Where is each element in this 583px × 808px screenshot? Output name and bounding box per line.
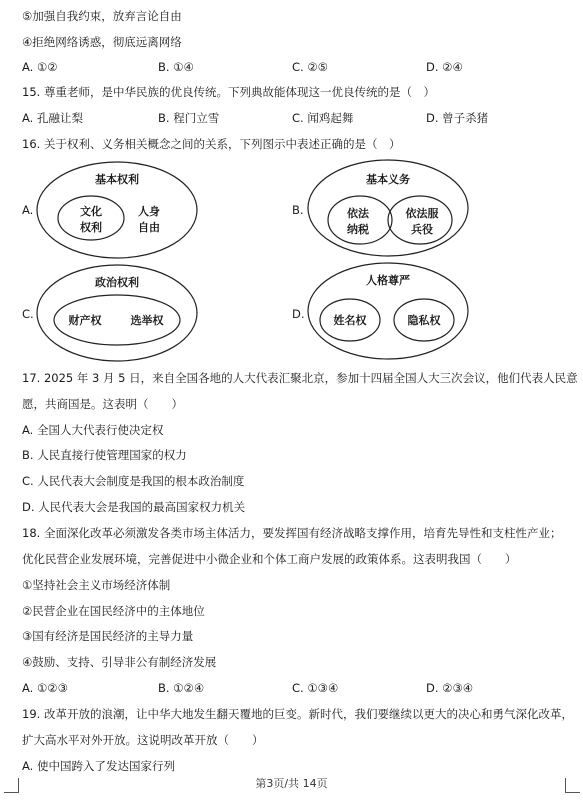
diagram-b-inner-left-ellipse [328, 196, 392, 244]
q18-item-2: ②民营企业在国民经济中的主体地位 [22, 604, 205, 618]
q16-option-c-letter: C. [22, 307, 34, 321]
page-number-footer: 第3页/共 14页 [255, 777, 328, 790]
q15-option-d: D. 曾子杀猪 [426, 111, 489, 125]
diagram-a-outer-label: 基本权利 [95, 173, 139, 186]
q16-stem: 16. 关于权利、义务相关概念之间的关系，下列图示中表述正确的是（ ） [22, 137, 401, 151]
q16-diagrams [0, 158, 583, 368]
diagram-a-inner-right-line1: 人身 [138, 205, 160, 218]
q18-item-4: ④鼓励、支持、引导非公有制经济发展 [22, 655, 217, 669]
q18-option-b: B. ①②④ [158, 681, 205, 695]
diagram-b-outer-label: 基本义务 [366, 173, 410, 186]
q18-option-d: D. ②③④ [426, 681, 474, 695]
q17-stem-line2: 愿，共商国是。这表明（ ） [22, 397, 183, 411]
q14-option-b: B. ①④ [158, 60, 194, 74]
diagram-d-inner-left-label: 姓名权 [333, 314, 367, 327]
q18-stem-line2: 优化民营企业发展环境，完善促进中小微企业和个体工商户发展的政策体系。这表明我国（ ） [22, 552, 517, 566]
diagram-c-outer-label: 政治权利 [95, 276, 139, 289]
diagram-d-inner-right-label: 隐私权 [407, 314, 441, 327]
q17-option-d: D. 人民代表大会是我国的最高国家权力机关 [22, 500, 246, 514]
diagram-c-inner-left-label: 财产权 [68, 314, 102, 327]
q14-option-c: C. ②⑤ [292, 60, 328, 74]
choice-item-5: ⑤加强自我约束，放弃言论自由 [22, 9, 182, 23]
diagram-b-inner-left-line1: 依法 [347, 207, 369, 220]
q17-stem-line1: 17. 2025 年 3 月 5 日，来自全国各地的人大代表汇聚北京，参加十四届全国人大三次会议，他们代表人民意 [22, 371, 578, 385]
diagram-a-inner-left-line2: 权利 [80, 221, 102, 234]
q15-option-b: B. 程门立雪 [158, 111, 220, 125]
diagram-b-inner-right-ellipse [388, 196, 452, 244]
diagram-c-inner-right-label: 选举权 [130, 314, 164, 327]
choice-item-4: ④拒绝网络诱惑，彻底远离网络 [22, 35, 182, 49]
q19-option-a: A. 使中国跨入了发达国家行列 [22, 759, 175, 773]
diagram-d-outer-label: 人格尊严 [366, 274, 410, 287]
diagram-b-inner-right-line1: 依法服 [405, 207, 439, 220]
q15-option-a: A. 孔融让梨 [22, 111, 83, 125]
diagram-b-inner-left-line2: 纳税 [347, 223, 369, 236]
q17-option-b: B. 人民直接行使管理国家的权力 [22, 448, 187, 462]
q17-option-a: A. 全国人大代表行使决定权 [22, 423, 164, 437]
q15-stem: 15. 尊重老师，是中华民族的优良传统。下列典故能体现这一优良传统的是（ ） [22, 85, 435, 99]
q15-option-c: C. 闻鸡起舞 [292, 111, 354, 125]
q18-stem-line1: 18. 全面深化改革必须激发各类市场主体活力，要发挥国有经济战略支撑作用，培育先导性和支柱性产业； [22, 526, 562, 540]
q16-option-b-letter: B. [292, 203, 304, 217]
diagram-a-inner-left-line1: 文化 [80, 205, 102, 218]
q17-option-c: C. 人民代表大会制度是我国的根本政治制度 [22, 474, 245, 488]
q14-option-a: A. ①② [22, 60, 58, 74]
q18-item-3: ③国有经济是国民经济的主导力量 [22, 629, 194, 643]
q19-stem-line1: 19. 改革开放的浪潮，让中华大地发生翻天覆地的巨变。新时代，我们要继续以更大的决心和勇气深化改革， [22, 707, 573, 721]
q18-option-c: C. ①③④ [292, 681, 339, 695]
diagram-b-inner-right-line2: 兵役 [411, 223, 433, 236]
q14-option-d: D. ②④ [426, 60, 463, 74]
q18-option-a: A. ①②③ [22, 681, 68, 695]
q19-stem-line2: 扩大高水平对外开放。这说明改革开放（ ） [22, 733, 264, 747]
q16-option-d-letter: D. [292, 307, 305, 321]
diagram-a-inner-right-line2: 自由 [138, 221, 160, 234]
q16-option-a-letter: A. [22, 203, 34, 217]
q18-item-1: ①坚持社会主义市场经济体制 [22, 578, 171, 592]
